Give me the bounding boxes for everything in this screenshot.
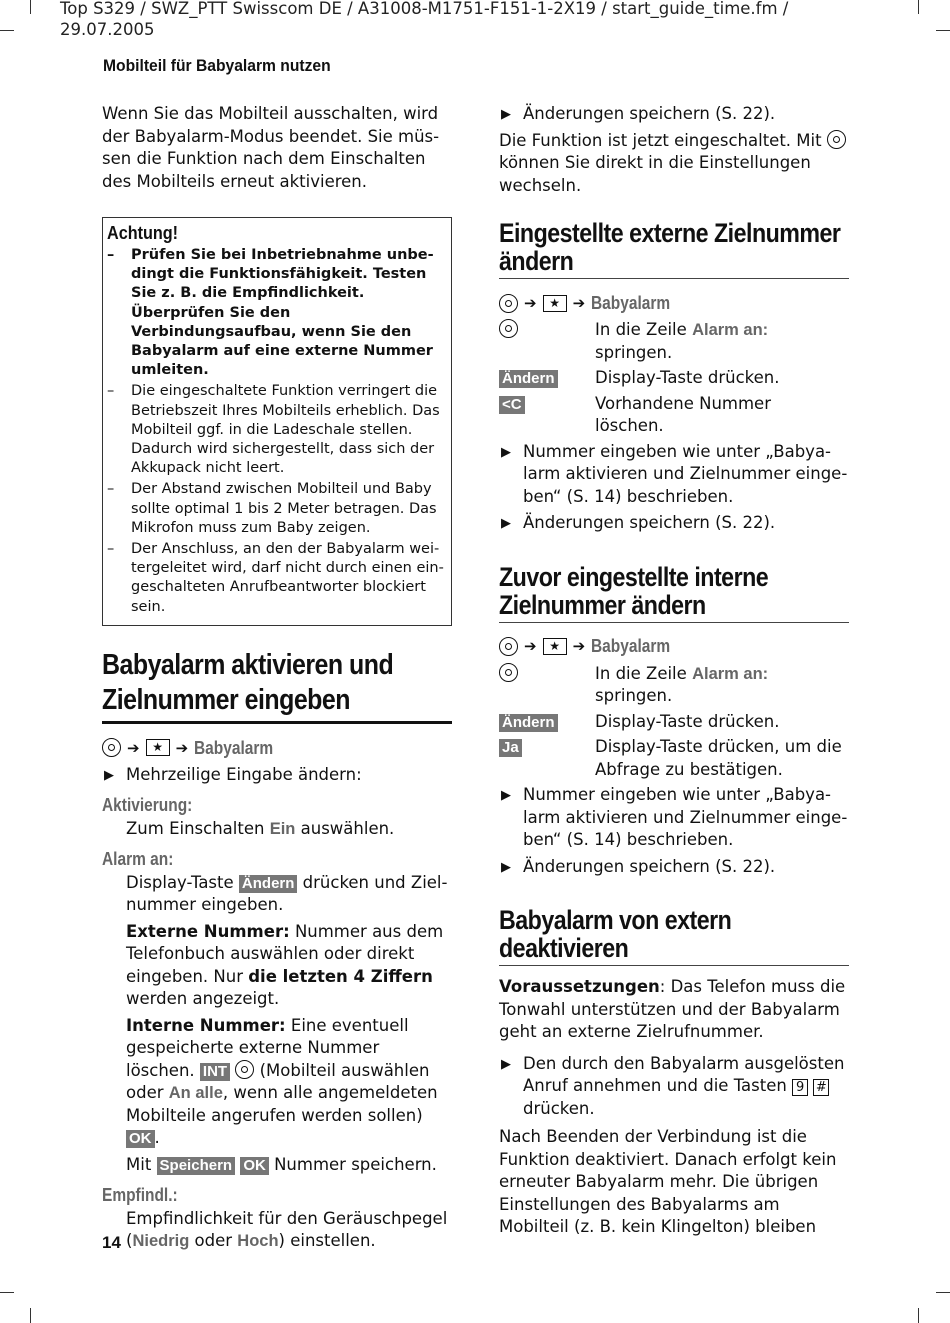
arrow-icon: ➔ bbox=[524, 637, 537, 656]
right-column bbox=[499, 103, 849, 1239]
file-info-line-1: Top S329 / SWZ_PTT Swisscom DE / A31008-M1751-F151-1-2X19 / start_guide_time.fm / bbox=[60, 0, 789, 18]
section-heading: Eingestellte externe Zielnummer ändern bbox=[499, 218, 841, 276]
menu-item-label: Babyalarm bbox=[194, 737, 274, 758]
warning-item: – Der Abstand zwischen Mobilteil und Baby sollte optimal 1 bis 2 Meter betragen. Das Mikrofon muss zum Baby zeigen. bbox=[107, 481, 437, 536]
star-key-icon: ★ bbox=[543, 295, 567, 312]
ok-key: OK bbox=[126, 1130, 155, 1148]
instruction-step: ▶ Nummer eingeben wie unter „Babya- larm aktivieren und Zielnummer einge- ben“ (S. 14) beschrieben. bbox=[501, 441, 848, 506]
crop-mark bbox=[918, 0, 919, 14]
field-description: Empfindlichkeit für den Geräuschpegel (Niedrig oder Hoch) einstellen. bbox=[126, 1208, 448, 1251]
crop-mark bbox=[0, 1292, 14, 1293]
warning-item: – Prüfen Sie bei Inbetriebnahme unbe- dingt die Funktionsfähigkeit. Testen Sie z. B. die Empfindlichkeit. Überprüfen Sie den Verbindungsaufbau, wenn Sie den Babyalarm auf eine externe Nummer umleiten. bbox=[107, 247, 434, 379]
field-label-alarm: Alarm an: bbox=[102, 849, 174, 870]
section-heading: Babyalarm von extern deaktivieren bbox=[499, 905, 732, 963]
instruction-step: ▶ Mehrzeilige Eingabe ändern: bbox=[102, 764, 452, 787]
heading-block bbox=[499, 563, 849, 623]
section-heading: Zuvor eingestellte interne Zielnummer ändern bbox=[499, 561, 769, 620]
ja-key: Ja bbox=[499, 739, 522, 757]
menu-item-label: Babyalarm bbox=[591, 292, 671, 313]
warning-item: – Die eingeschaltete Funktion verringert die Betriebszeit Ihres Mobilteils erheblich. Das Mobilteil ggf. in die Ladeschale stellen. Dadurch wird sichergestellt, dass sich der Akkupack nicht leert. bbox=[107, 383, 440, 477]
display-key-aendern: Ändern bbox=[499, 714, 558, 732]
crop-mark bbox=[936, 1292, 950, 1293]
option-value: Ein bbox=[269, 819, 296, 838]
arrow-icon: ➔ bbox=[572, 293, 586, 312]
arrow-icon: ➔ bbox=[175, 738, 189, 757]
crop-mark bbox=[936, 30, 950, 31]
arrow-icon: ➔ bbox=[127, 738, 140, 757]
display-key-aendern: Ändern bbox=[499, 370, 558, 388]
section-heading: Babyalarm aktivieren und Zielnummer eingeben bbox=[102, 648, 394, 716]
crop-mark bbox=[30, 0, 31, 14]
menu-path bbox=[499, 289, 849, 317]
prerequisites: Voraussetzungen: Das Telefon muss die Tonwahl unterstützen und der Babyalarm geht an externe Zielrufnummer. bbox=[499, 977, 846, 1041]
section-header: Mobilteil für Babyalarm nutzen bbox=[103, 56, 331, 75]
instruction-step: ▶ Den durch den Babyalarm ausgelösten Anruf annehmen und die Tasten 9 # drücken. bbox=[501, 1053, 845, 1118]
navigation-key-icon bbox=[499, 319, 518, 338]
arrow-icon: ➔ bbox=[572, 637, 586, 656]
instruction-step: ▶ Änderungen speichern (S. 22). bbox=[501, 104, 776, 123]
star-key-icon: ★ bbox=[146, 739, 170, 756]
file-info bbox=[60, 0, 788, 40]
menu-item-label: Babyalarm bbox=[591, 636, 671, 657]
heading-block bbox=[102, 648, 452, 724]
heading-block bbox=[499, 219, 849, 279]
warning-item: – Der Anschluss, an den der Babyalarm wei- tergeleitet wird, darf nicht durch einen ein- geschalteten Anrufbeantworter blockiert sein. bbox=[107, 541, 444, 615]
int-key: INT bbox=[200, 1063, 230, 1081]
file-info-line-2: 29.07.2005 bbox=[60, 20, 155, 39]
key-row: Ja Display-Taste drücken, um die Abfrage zu bestätigen. bbox=[499, 736, 849, 781]
display-key-speichern: Speichern bbox=[157, 1157, 236, 1175]
key-row: In die Zeile Alarm an: springen. bbox=[499, 663, 849, 708]
arrow-icon: ➔ bbox=[524, 293, 537, 312]
instruction-step: ▶ Nummer eingeben wie unter „Babya- larm aktivieren und Zielnummer einge- ben“ (S. 14) beschrieben. bbox=[501, 785, 848, 849]
key-9-icon: 9 bbox=[792, 1079, 808, 1096]
crop-mark bbox=[918, 1308, 919, 1323]
warning-title: Achtung! bbox=[107, 223, 179, 243]
field-label-empfindl: Empfindl.: bbox=[102, 1185, 178, 1206]
navigation-key-icon bbox=[102, 738, 121, 757]
clear-key: <C bbox=[499, 396, 525, 414]
crop-mark bbox=[30, 1308, 31, 1323]
paragraph: Die Funktion ist jetzt eingeschaltet. Mit können Sie direkt in die Einstellungen wechseln. bbox=[499, 130, 849, 198]
key-row: In die Zeile Alarm an: springen. bbox=[499, 319, 849, 364]
instruction-step: ▶ Änderungen speichern (S. 22). bbox=[501, 513, 776, 532]
page-number: 14 bbox=[102, 1233, 121, 1252]
bullet-icon: ▶ bbox=[104, 767, 114, 783]
field-description: Zum Einschalten Ein auswählen. bbox=[126, 818, 395, 838]
key-row: Ändern Display-Taste drücken. bbox=[499, 711, 849, 734]
intro-paragraph: Wenn Sie das Mobilteil ausschalten, wird der Babyalarm-Modus beendet. Sie müs- sen die Funktion nach dem Einschalten des Mobilteils erneut aktivieren. bbox=[102, 104, 440, 191]
navigation-key-icon bbox=[499, 637, 518, 656]
navigation-key-icon bbox=[235, 1060, 254, 1079]
field-label-aktivierung: Aktivierung: bbox=[102, 795, 193, 816]
navigation-key-icon bbox=[499, 663, 518, 682]
heading-block bbox=[499, 906, 849, 966]
warning-box bbox=[102, 217, 452, 626]
crop-mark bbox=[0, 30, 14, 31]
menu-path bbox=[499, 633, 849, 661]
left-column bbox=[102, 103, 452, 1257]
ok-key: OK bbox=[240, 1157, 269, 1175]
key-row: Ändern Display-Taste drücken. bbox=[499, 367, 849, 390]
key-row: <C Vorhandene Nummer löschen. bbox=[499, 393, 849, 438]
star-key-icon: ★ bbox=[543, 638, 567, 655]
field-description: Display-Taste Ändern drücken und Ziel- nummer eingeben. Externe Nummer: Nummer aus dem Telefonbuch auswählen oder direkt eingeben. Nur die letzten 4 Ziffern werden angezeigt. Interne Nummer: Eine eventuell gespeicherte externe Nummer löschen. INT (Mobilteil auswählen oder An alle, wenn alle angemeldeten Mobilteile angerufen werden sollen) OK . Mit Speichern OK Nummer speichern. bbox=[126, 872, 448, 1174]
navigation-key-icon bbox=[827, 130, 846, 149]
display-key-aendern: Ändern bbox=[239, 875, 298, 893]
key-hash-icon: # bbox=[813, 1079, 829, 1096]
navigation-key-icon bbox=[499, 294, 518, 313]
paragraph: Nach Beenden der Verbindung ist die Funktion deaktiviert. Danach erfolgt kein erneuter Babyalarm mehr. Die übrigen Einstellungen des Babyalarms am Mobilteil (z. B. kein Klingelton) bleiben bbox=[499, 1127, 837, 1236]
instruction-step: ▶ Änderungen speichern (S. 22). bbox=[501, 856, 776, 876]
menu-path bbox=[102, 734, 452, 762]
